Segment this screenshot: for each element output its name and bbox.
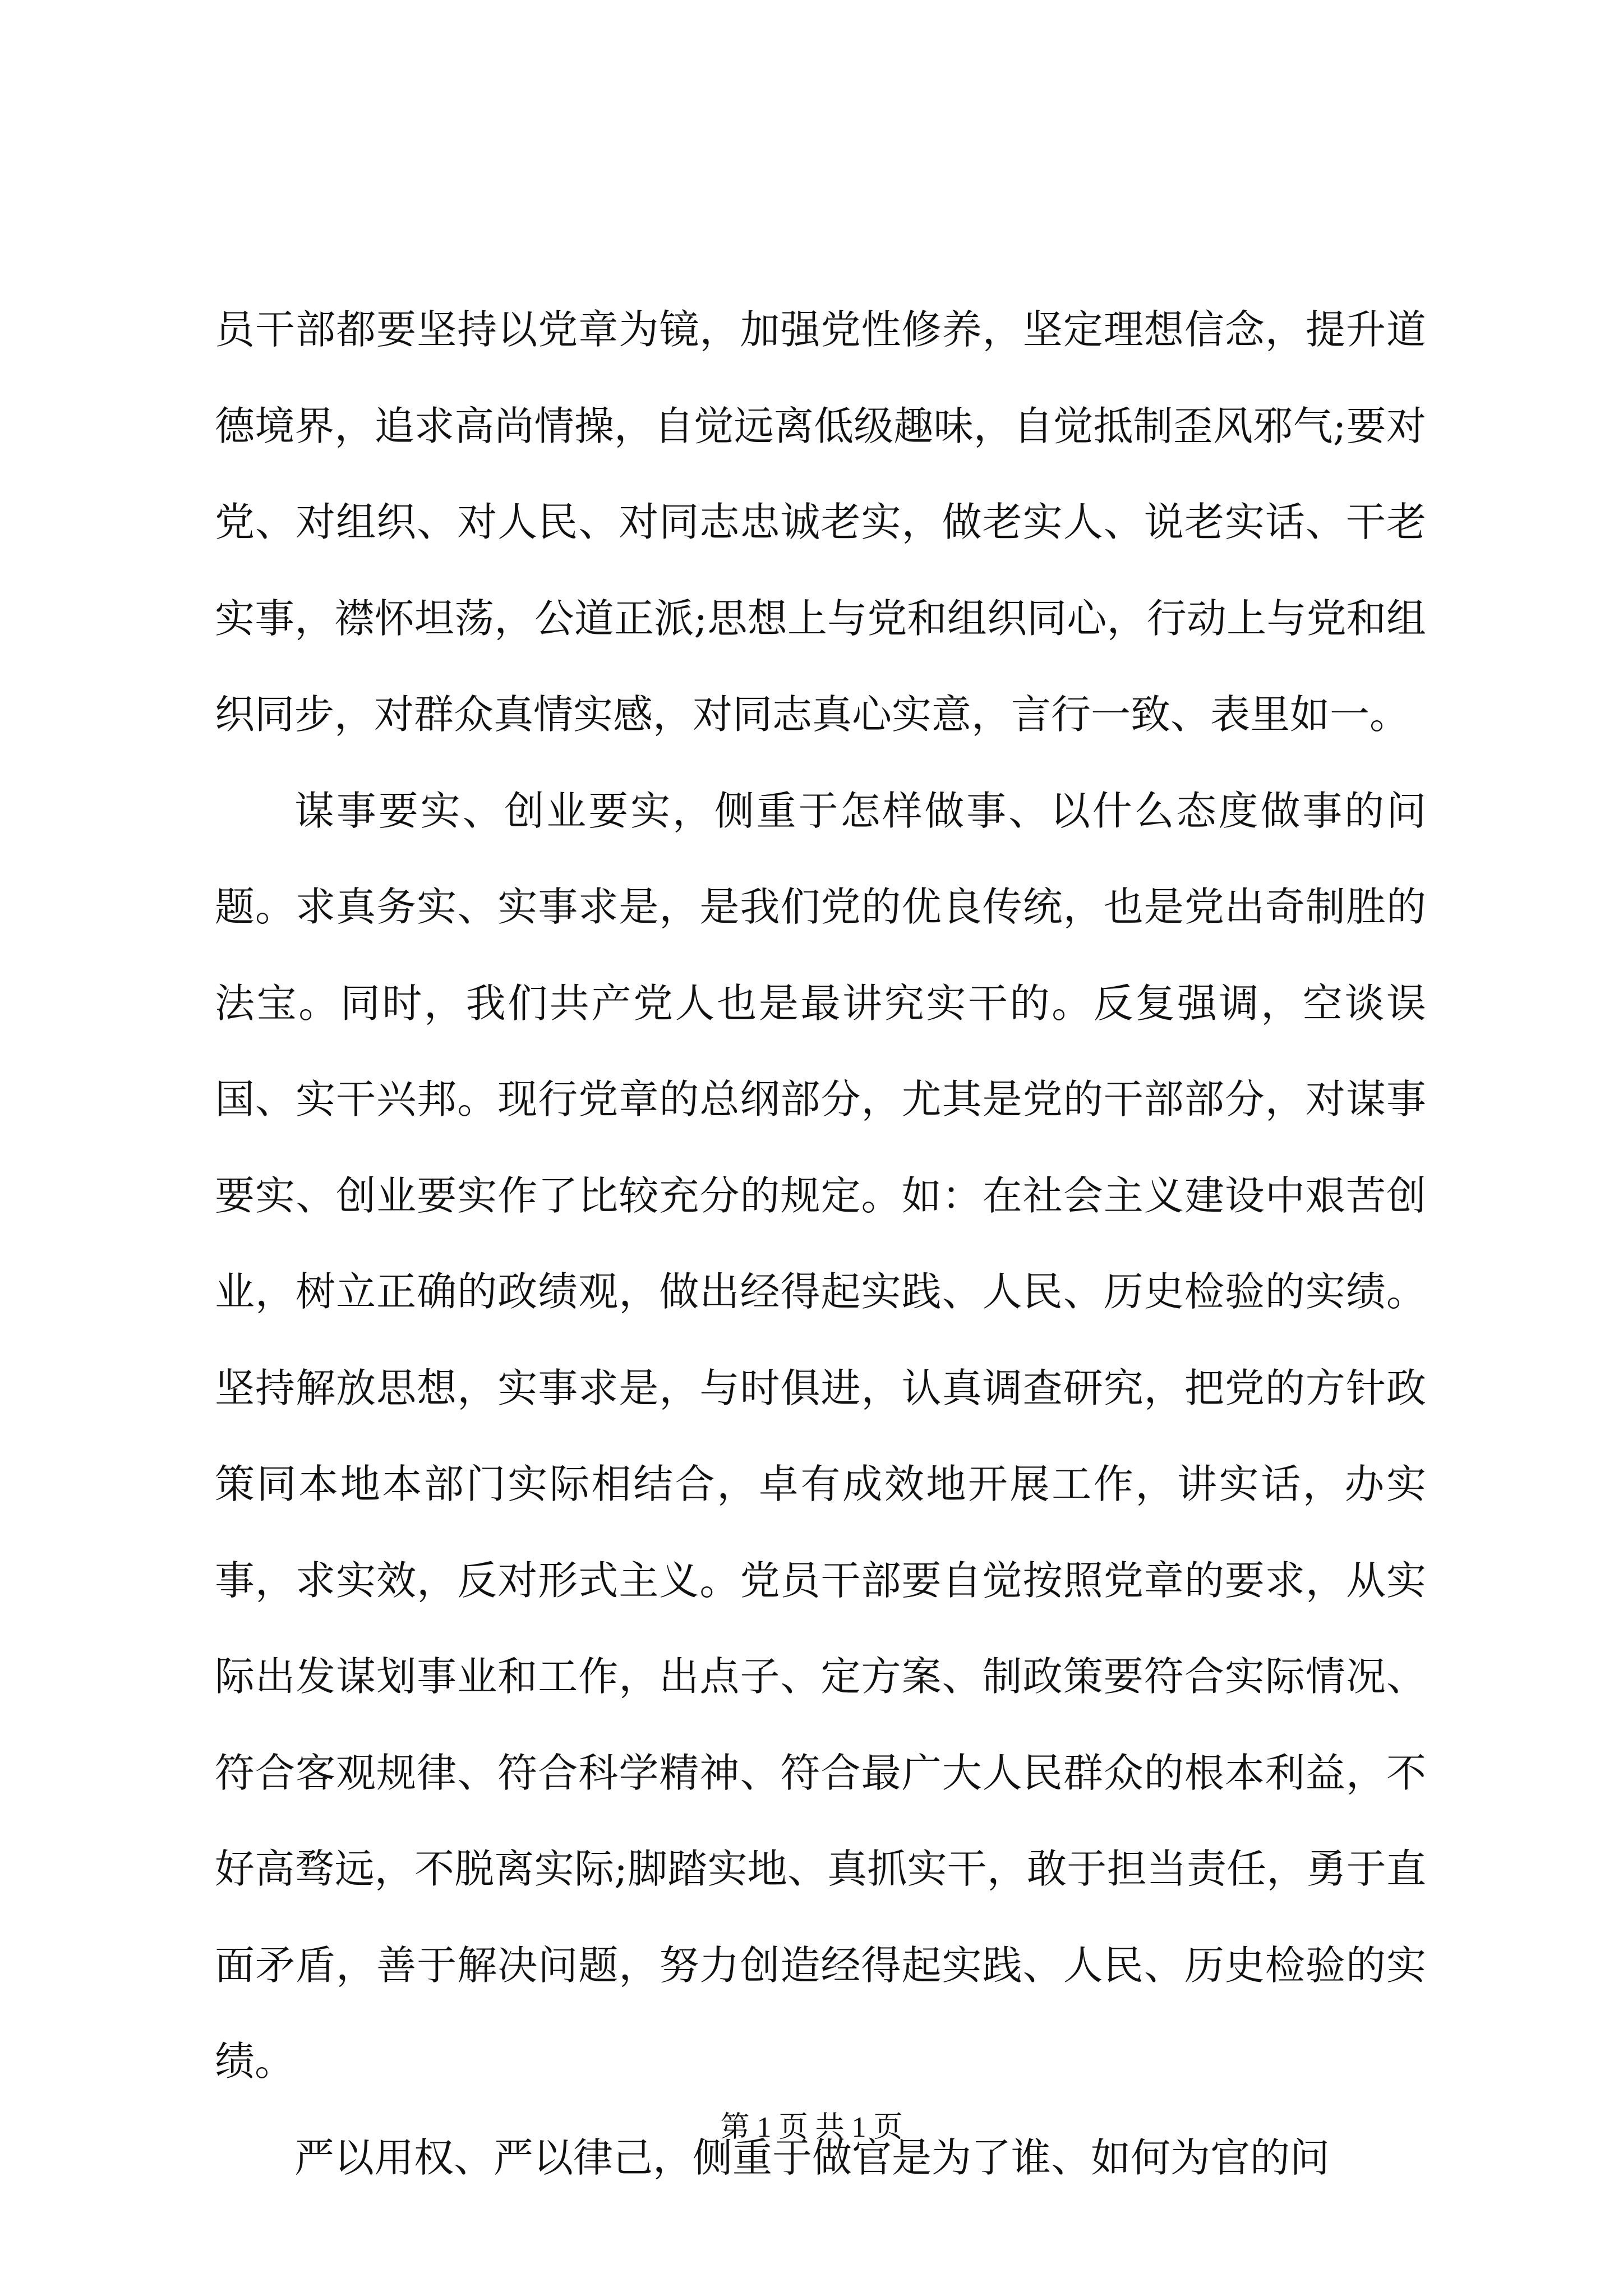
page-footer: 第 1 页 共 1 页 — [720, 2111, 903, 2143]
paragraph-2: 谋事要实、创业要实，侧重于怎样做事、以什么态度做事的问题。求真务实、实事求是，是我们党的优良传统，也是党出奇制胜的法宝。同时，我们共产党人也是最讲究实干的。反复强调，空谈误国、实干兴邦。现行党章的总纲部分，尤其是党的干部部分，对谋事要实、创业要实作了比较充分的规定。如：在社会主义建设中艰苦创业，树立正确的政绩观，做出经得起实践、人民、历史检验的实绩。坚持解放思想，实事求是，与时俱进，认真调查研究，把党的方针政策同本地本部门实际相结合，卓有成效地开展工作，讲实话，办实事，求实效，反对形式主义。党员干部要自觉按照党章的要求，从实际出发谋划事业和工作，出点子、定方案、制政策要符合实际情况、符合客观规律、符合科学精神、符合最广大人民群众的根本利益，不好高骛远，不脱离实际;脚踏实地、真抓实干，敢于担当责任，勇于直面矛盾，善于解决问题，努力创造经得起实践、人民、历史检验的实绩。 — [215, 787, 1426, 2085]
body-text — [215, 282, 1426, 2206]
paragraph-3: 严以用权、严以律己，侧重于做官是为了谁、如何为官的问 — [294, 2134, 1330, 2181]
paragraph-1: 员干部都要坚持以党章为镜，加强党性修养，坚定理想信念，提升道德境界，追求高尚情操，自觉远离低级趣味，自觉抵制歪风邪气;要对党、对组织、对人民、对同志忠诚老实，做老实人、说老实话、干老实事，襟怀坦荡，公道正派;思想上与党和组织同心，行动上与党和组织同步，对群众真情实感，对同志真心实意，言行一致、表里如一。 — [215, 306, 1426, 738]
